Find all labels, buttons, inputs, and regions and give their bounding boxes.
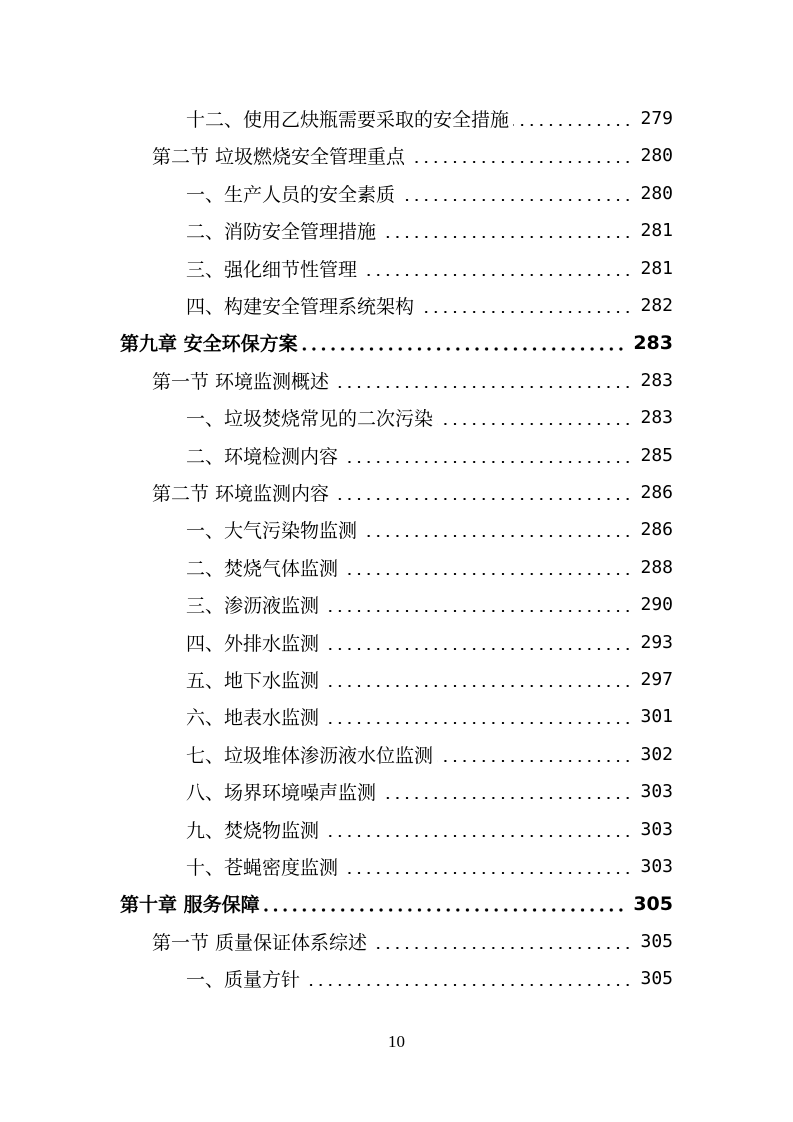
- toc-entry-title: 七、垃圾堆体渗沥液水位监测: [186, 744, 434, 767]
- toc-entry-page: 293: [640, 631, 673, 653]
- toc-entry[interactable]: [186, 287, 673, 324]
- toc-entry[interactable]: [186, 175, 673, 212]
- toc-dot-leader: [333, 498, 632, 500]
- toc-dot-leader: [418, 311, 632, 313]
- toc-entry[interactable]: [186, 549, 673, 586]
- toc-dot-leader: [513, 124, 632, 126]
- toc-dot-leader: [437, 423, 632, 425]
- page-number: 10: [388, 1032, 405, 1051]
- toc-entry-page: 288: [640, 556, 673, 578]
- toc-entry-title: 九、焚烧物监测: [186, 819, 320, 842]
- toc-dot-leader: [361, 535, 632, 537]
- toc-dot-leader: [323, 835, 632, 837]
- toc-entry-title: 二、消防安全管理措施: [186, 221, 377, 244]
- toc-dot-leader: [371, 947, 632, 949]
- toc-dot-leader: [323, 722, 632, 724]
- toc-dot-leader: [380, 236, 632, 238]
- toc-entry-page: 305: [640, 968, 673, 990]
- toc-entry-title: 第九章 安全环保方案: [120, 333, 298, 356]
- toc-entry-page: 283: [640, 369, 673, 391]
- toc-entry-title: 一、垃圾焚烧常见的二次污染: [186, 408, 434, 431]
- toc-entry[interactable]: [186, 437, 673, 474]
- toc-dot-leader: [264, 908, 626, 912]
- toc-entry-title: 六、地表水监测: [186, 707, 320, 730]
- toc-entry[interactable]: [186, 698, 673, 735]
- toc-entry-title: 八、场界环境噪声监测: [186, 782, 377, 805]
- toc-entry-page: 305: [633, 892, 673, 915]
- toc-entry[interactable]: [186, 212, 673, 249]
- toc-entry[interactable]: [186, 811, 673, 848]
- toc-entry-page: 303: [640, 856, 673, 877]
- toc-dot-leader: [302, 347, 626, 351]
- toc-entry-title: 第一节 质量保证体系综述: [152, 931, 368, 954]
- toc-dot-leader: [323, 610, 632, 612]
- toc-entry-title: 三、强化细节性管理: [186, 258, 358, 281]
- toc-dot-leader: [342, 461, 632, 463]
- toc-entry[interactable]: [152, 137, 673, 174]
- toc-entry-page: 281: [640, 220, 673, 242]
- toc-entry-title: 十二、使用乙炔瓶需要采取的安全措施: [186, 109, 510, 131]
- toc-entry[interactable]: [120, 324, 673, 361]
- toc-dot-leader: [409, 161, 632, 163]
- toc-entry[interactable]: [186, 586, 673, 623]
- toc-entry-page: 285: [640, 444, 673, 466]
- toc-dot-leader: [437, 760, 632, 762]
- toc-entry-title: 二、焚烧气体监测: [186, 557, 339, 580]
- toc-entry-title: 第十章 服务保障: [120, 894, 260, 917]
- toc-entry-page: 280: [640, 182, 673, 204]
- toc-entry-page: 305: [640, 930, 673, 952]
- toc-dot-leader: [333, 386, 632, 388]
- toc-entry-page: 303: [640, 818, 673, 840]
- toc-entry-page: 290: [640, 594, 673, 616]
- toc-entry-title: 三、渗沥液监测: [186, 595, 320, 618]
- toc-dot-leader: [342, 573, 632, 575]
- toc-entry-page: 280: [640, 145, 673, 167]
- toc-entry-page: 301: [640, 706, 673, 728]
- toc-entry[interactable]: [186, 100, 673, 137]
- toc-entry-page: 279: [640, 108, 673, 129]
- toc-entry[interactable]: [152, 362, 673, 399]
- toc-dot-leader: [304, 984, 632, 986]
- toc-dot-leader: [323, 685, 632, 687]
- toc-entry[interactable]: [152, 474, 673, 511]
- toc-entry-title: 一、生产人员的安全素质: [186, 183, 396, 206]
- toc-entry[interactable]: [186, 624, 673, 661]
- toc-entry-title: 第一节 环境监测概述: [152, 370, 330, 393]
- toc-entry[interactable]: [186, 848, 673, 885]
- toc-entry-page: 302: [640, 743, 673, 765]
- toc-entry[interactable]: [186, 399, 673, 436]
- toc-entry[interactable]: [186, 661, 673, 698]
- toc-entry-page: 282: [640, 295, 673, 316]
- toc-entry-page: 297: [640, 669, 673, 690]
- toc-dot-leader: [361, 274, 632, 276]
- toc-entry-title: 一、质量方针: [186, 969, 301, 992]
- toc-dot-leader: [399, 199, 632, 201]
- toc-entry-title: 第二节 环境监测内容: [152, 483, 330, 505]
- toc-entry-page: 286: [640, 482, 673, 503]
- toc-entry-title: 四、构建安全管理系统架构: [186, 296, 415, 318]
- toc-entry[interactable]: [186, 773, 673, 810]
- toc-dot-leader: [380, 797, 632, 799]
- toc-entry-page: 281: [640, 257, 673, 279]
- toc-entry[interactable]: [186, 511, 673, 548]
- toc-entry-page: 283: [633, 331, 673, 354]
- toc-entry-page: 286: [640, 519, 673, 541]
- toc-entry-title: 一、大气污染物监测: [186, 520, 358, 543]
- toc-entry-title: 第二节 垃圾燃烧安全管理重点: [152, 146, 406, 169]
- toc-dot-leader: [323, 648, 632, 650]
- toc-entry-title: 二、环境检测内容: [186, 445, 339, 468]
- toc-entry[interactable]: [186, 736, 673, 773]
- toc-entry-title: 四、外排水监测: [186, 632, 320, 655]
- toc-entry[interactable]: [120, 885, 673, 922]
- toc-entry-page: 283: [640, 407, 673, 429]
- toc-entry-page: 303: [640, 781, 673, 803]
- toc-dot-leader: [342, 872, 632, 874]
- toc-entry[interactable]: [152, 923, 673, 960]
- toc-entry-title: 五、地下水监测: [186, 670, 320, 692]
- toc-entry-title: 十、苍蝇密度监测: [186, 857, 339, 879]
- toc-entry[interactable]: [186, 250, 673, 287]
- toc-entry[interactable]: [186, 960, 673, 997]
